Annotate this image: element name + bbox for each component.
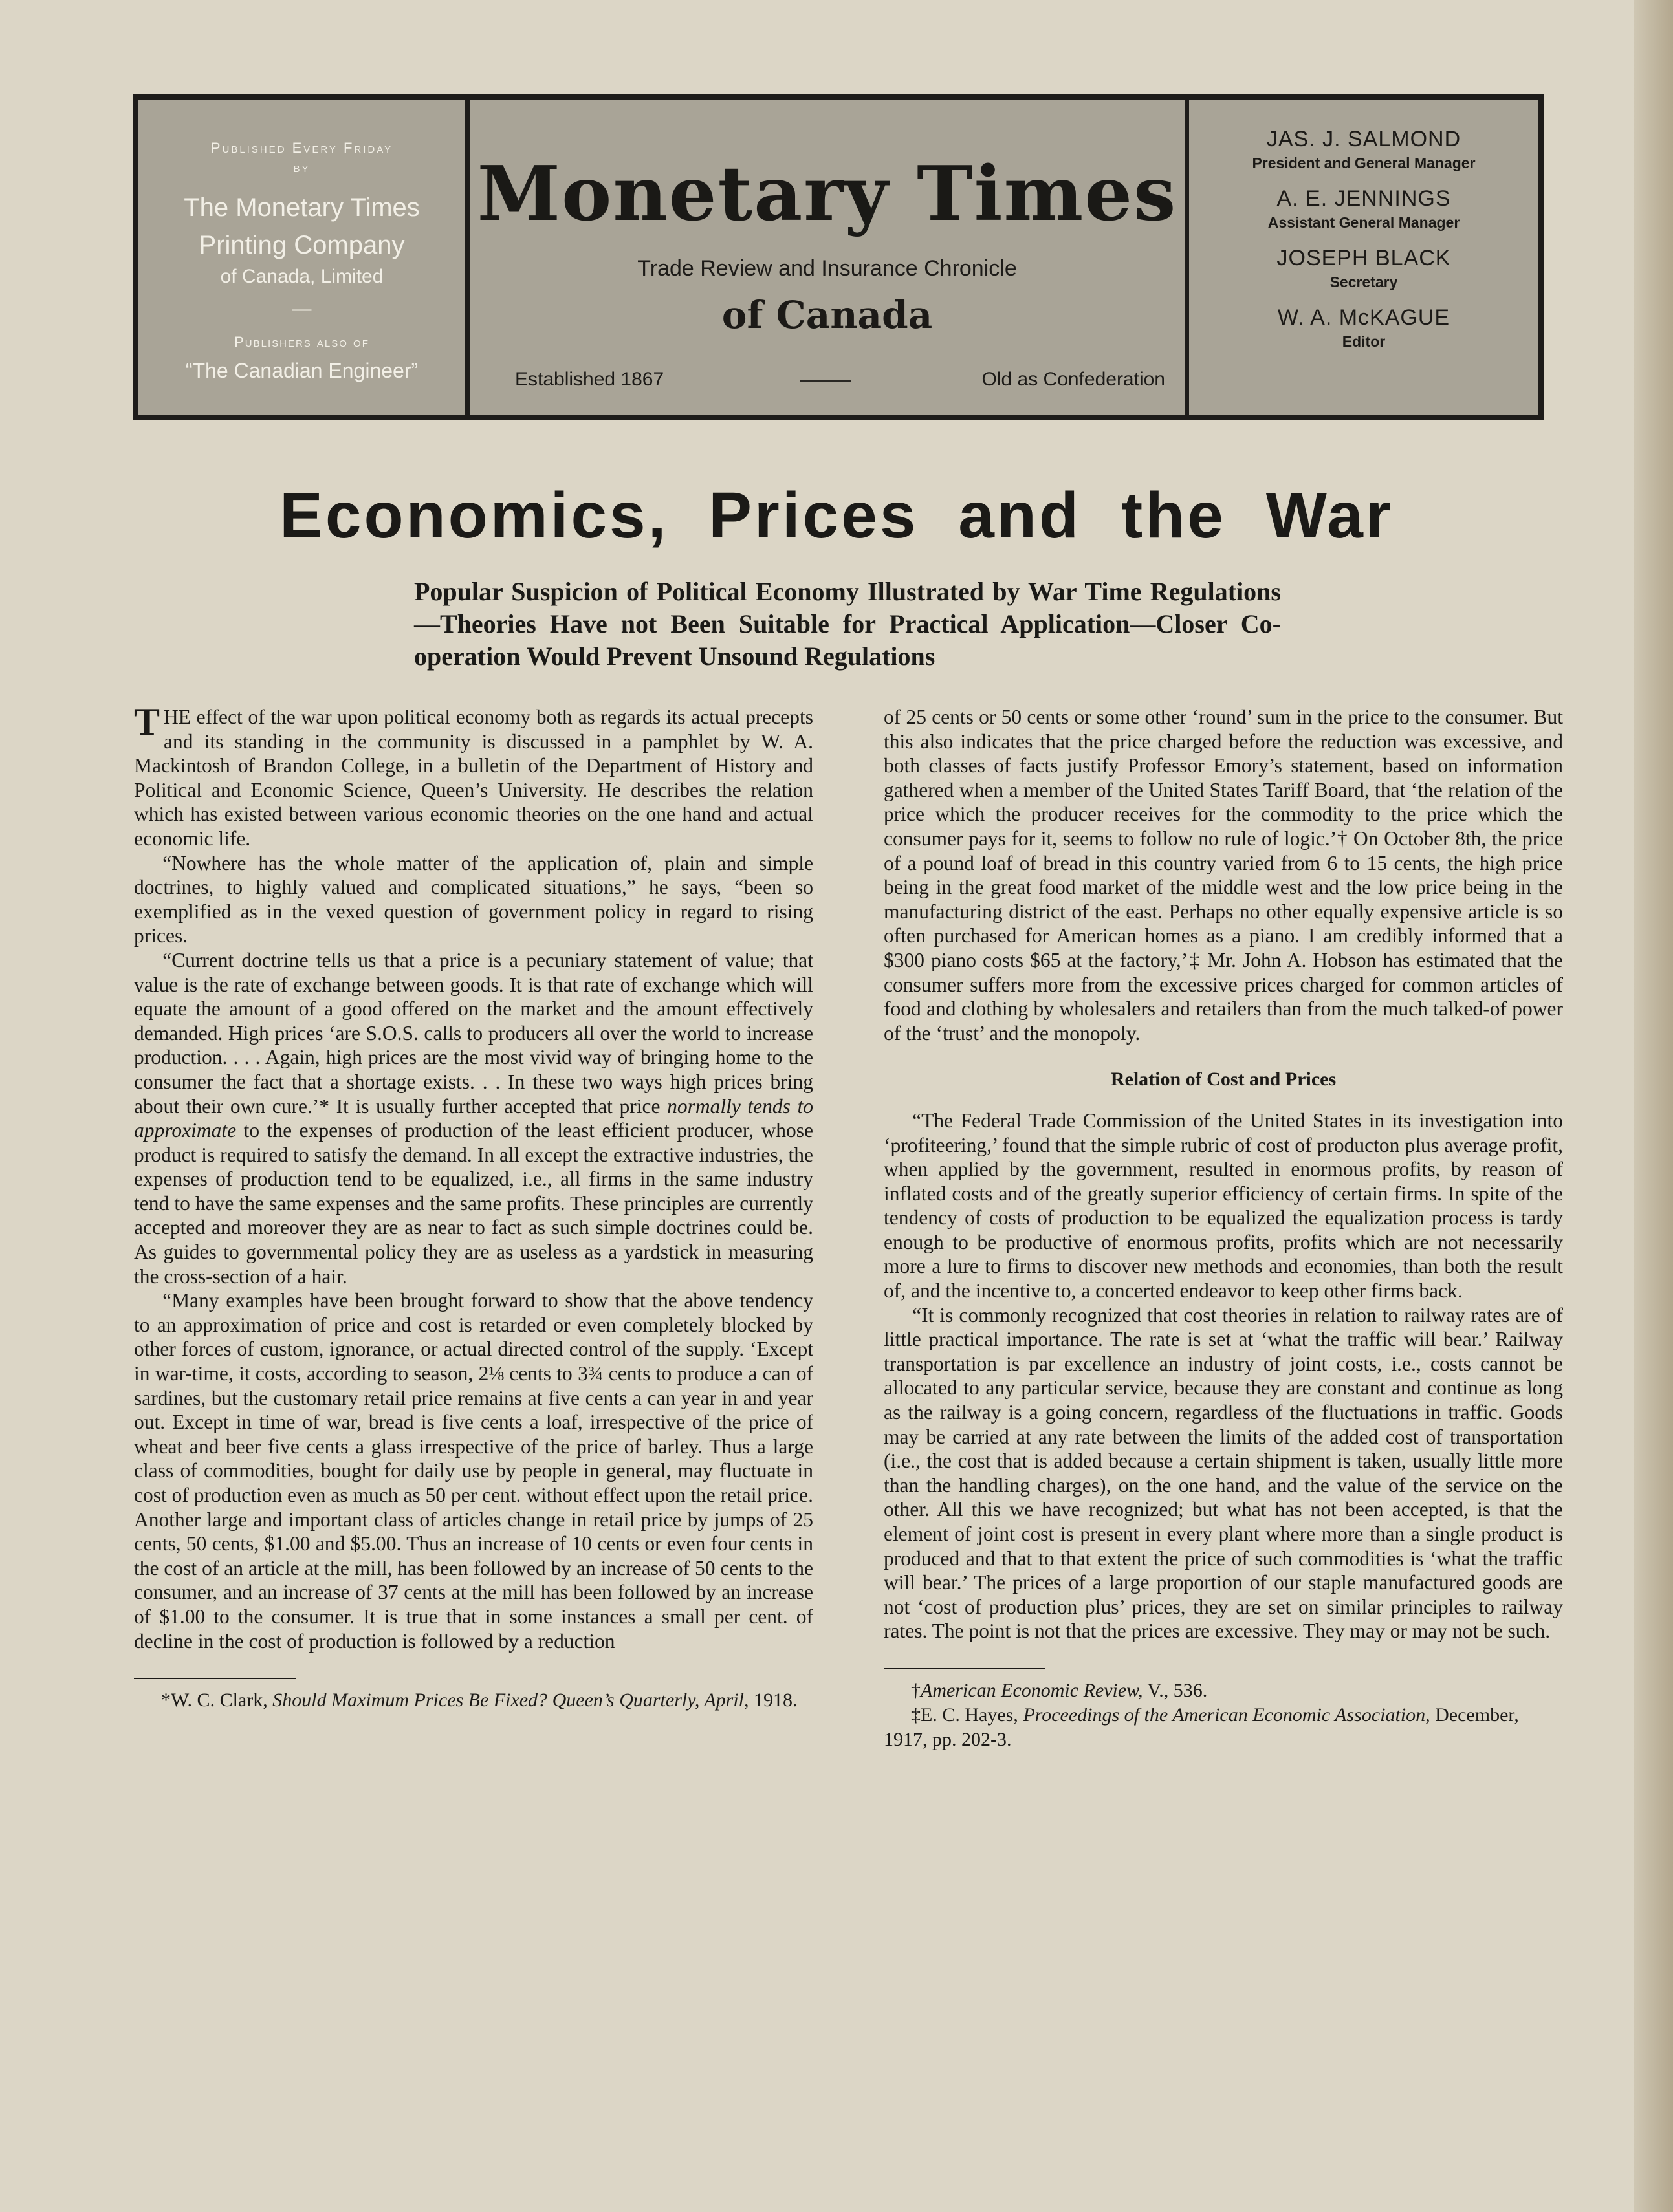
officer-role: President and General Manager [1252,155,1476,171]
publishers-also-label: Publishers also of [234,334,369,350]
canadian-engineer-title: “The Canadian Engineer” [185,359,419,382]
masthead-title-panel [470,100,1189,415]
old-as-confederation: Old as Confederation [981,369,1165,390]
footnote-italic: Should Maximum Prices Be Fixed? Queen’s Quarterly, April, [272,1689,749,1711]
footnote [134,1688,813,1713]
officer-role: Secretary [1329,274,1398,290]
footnote-text: † [911,1679,921,1701]
footnote-text: V., 536. [1143,1679,1208,1701]
paragraph-text: to the expenses of production of the least efficient producer, whose product is required to satisfy the demand. In all except the extractive industries, the expenses of production tend to be equalized, i.e., all firms in the same industry tend to have the same expenses and the same profits. These principles are currently accepted and moreover they are as near to fact as such simple doctrines could be. As guides to governmental policy they are as useless as a yardstick in measuring the cross-section of a hair. [134,1119,813,1288]
footnote-italic: American Economic Review, [921,1679,1143,1701]
masthead-dash: — [292,298,312,320]
article-deck: Popular Suspicion of Political Economy Illustrated by War Time Regulations—Theories Have not Been Suitable for Practical Application—Closer Co-operation Would Prevent Unsound Regulations [414,577,1281,671]
publication-title: Monetary Times [477,150,1177,238]
article-column-left [134,700,813,1713]
footnote [884,1678,1563,1703]
paragraph-text: HE effect of the war upon political economy both as regards its actual precepts and its standing in the community is discussed in a pamphlet by W. A. Mackintosh of Brandon College, in a bulletin of the Department of History and Political and Economic Science, Queen’s University. He describes the relation which has existed between various economic theories on the one hand and actual economic life. [134,706,813,850]
officer-name: JOSEPH BLACK [1276,246,1451,270]
company-name-line2: Printing Company [199,231,405,259]
section-subhead: Relation of Cost and Prices [1110,1068,1337,1090]
footnote-italic: Proceedings of the American Economic Association, [1023,1704,1430,1726]
drop-cap: T [134,700,160,743]
established-date: Established 1867 [515,369,664,390]
officer-role: Editor [1342,333,1386,350]
masthead-rule [800,380,851,382]
officer-name: A. E. JENNINGS [1276,186,1451,211]
officer-name: JAS. J. SALMOND [1266,127,1461,151]
masthead [133,94,1544,420]
publication-subtitle: Trade Review and Insurance Chronicle [637,256,1017,281]
italic-text: normally tends to approximate [134,1094,813,1142]
paragraph: “The Federal Trade Commission of the United States in its investigation into ‘profiteering,’ found that the simple rubric of cost of producton plus average profit, when applied by the government, resulted in enormous profits, by reason of inflated costs and of the greatly superior efficiency of certain firms. In spite of the tendency of costs of production to be equalized the equalization process is tardy enough to be productive of enormous profits, profits which are not necessarily more a lure to firms to discover new methods and economies, than both the result of, and the incentive to, a concerted endeavor to keep other firms back. [884,1109,1563,1303]
by-label: by [293,159,311,175]
masthead-publisher-panel [138,100,470,415]
footnote-rule [884,1668,1045,1669]
masthead-officers-panel [1189,100,1538,415]
footnote-rule [134,1678,296,1679]
paragraph: of 25 cents or 50 cents or some other ‘round’ sum in the price to the consumer. But this also indicates that the price charged before the reduction was excessive, and both classes of facts justify Professor Emory’s statement, based on information gathered when a member of the United States Tariff Board, that ‘the relation of the price which the producer receives for the commodity to the price which the consumer pays for it, seems to follow no rule of logic.’† On October 8th, the price of a pound loaf of bread in this country varied from 6 to 15 cents, the high price being in the great food market of the middle west and the low price being in the manufacturing district of the east. Perhaps no other equally expensive article is so often purchased for American homes as a piano. I am credibly informed that a $300 piano costs $65 at the factory,’‡ Mr. John A. Hobson has estimated that the consumer suffers more from the excessive prices charged for common articles of food and clothing by wholesalers and retailers than from the much talked-of power of the ‘trust’ and the monopoly. [884,706,1563,1045]
paragraph-text: “Current doctrine tells us that a price is a pecuniary statement of value; that value is the rate of exchange between goods. It is that rate of exchange which will equate the amount of a good offered on the market and the amount effectively demanded. High prices ‘are S.O.S. calls to producers all over the world to increase production. . . . Again, high prices are the most vivid way of bringing home to the consumer the fact that a shortage exists. . . In these two ways high prices bring about their own cure.’* It is usually further accepted that price [134,948,813,1118]
officer-role: Assistant General Manager [1267,214,1460,231]
paragraph: “Many examples have been brought forward to show that the above tendency to an approximation of price and cost is retarded or even completely blocked by other forces of custom, ignorance, or actual directed control of the supply. ‘Except in war-time, it costs, according to season, 2⅛ cents to 3¾ cents to produce a can of sardines, but the customary retail price remains at five cents a can year in and year out. Except in time of war, bread is five cents a loaf, irrespective of the price of wheat and beer five cents a glass irrespective of the price of barley. Thus a large class of commodities, bought for daily use by people in general, may fluctuate in cost of production even as much as 50 per cent. without effect upon the retail price. Another large and important class of articles change in retail price by jumps of 25 cents, 50 cents, $1.00 and $5.00. Thus an increase of 10 cents or even four cents in the cost of an article at the mill, has been followed by an increase of 50 cents to the consumer, and an increase of 37 cents at the mill has been followed by an increase of $1.00 to the consumer. It is true that in some instances a small per cent. of decline in the cost of production is followed by a reduction [134,1289,813,1653]
footnote-text: *W. C. Clark, [161,1689,273,1711]
footnote-text: December, 1917, pp. 202-3. [884,1704,1519,1750]
officer-name: W. A. McKAGUE [1277,305,1450,330]
paragraph [134,948,813,1288]
paragraph: “It is commonly recognized that cost theories in relation to railway rates are of little practical importance. The rate is set at ‘what the traffic will bear.’ Railway transportation is par excellence an industry of joint costs, i.e., costs cannot be allocated to any particular service, because they are constant and continue as long as the railway is a going concern, regardless of the fluctuations in traffic. Goods may be carried at any rate between the limits of the added cost of transportation (i.e., the cost that is added because a certain shipment is taken, usually little more than the handling charges), on the one hand, and the value of the service on the other. All this we have recognized; but what has not been accepted, is that the element of joint cost is present in every plant where more than a single product is produced and that to that extent the price of such commodities is ‘what the traffic will bear.’ The prices of a large proportion of our staple manufactured goods are not ‘cost of production plus’ prices, they are set on similar principles to railway rates. The point is not that the prices are excessive. They may or may not be such. [884,1303,1563,1643]
company-name-line1: The Monetary Times [184,193,420,222]
paragraph: “Nowhere has the whole matter of the application of, plain and simple doctrines, to highly valued and complicated situations,” he says, “been so exemplified as in the vexed question of government policy in regard to rising prices. [134,851,813,948]
footnote-text: 1918. [749,1689,798,1711]
article-column-right [884,705,1563,1752]
published-every-friday: Published Every Friday [210,140,393,156]
company-sub: of Canada, Limited [220,266,384,287]
paragraph [134,700,813,851]
footnote-text: ‡E. C. Hayes, [911,1704,1023,1726]
publication-canada: of Canada [721,293,933,337]
article-headline: Economics, Prices and the War [279,479,1394,552]
page-edge [1634,0,1673,2212]
footnote [884,1703,1563,1752]
